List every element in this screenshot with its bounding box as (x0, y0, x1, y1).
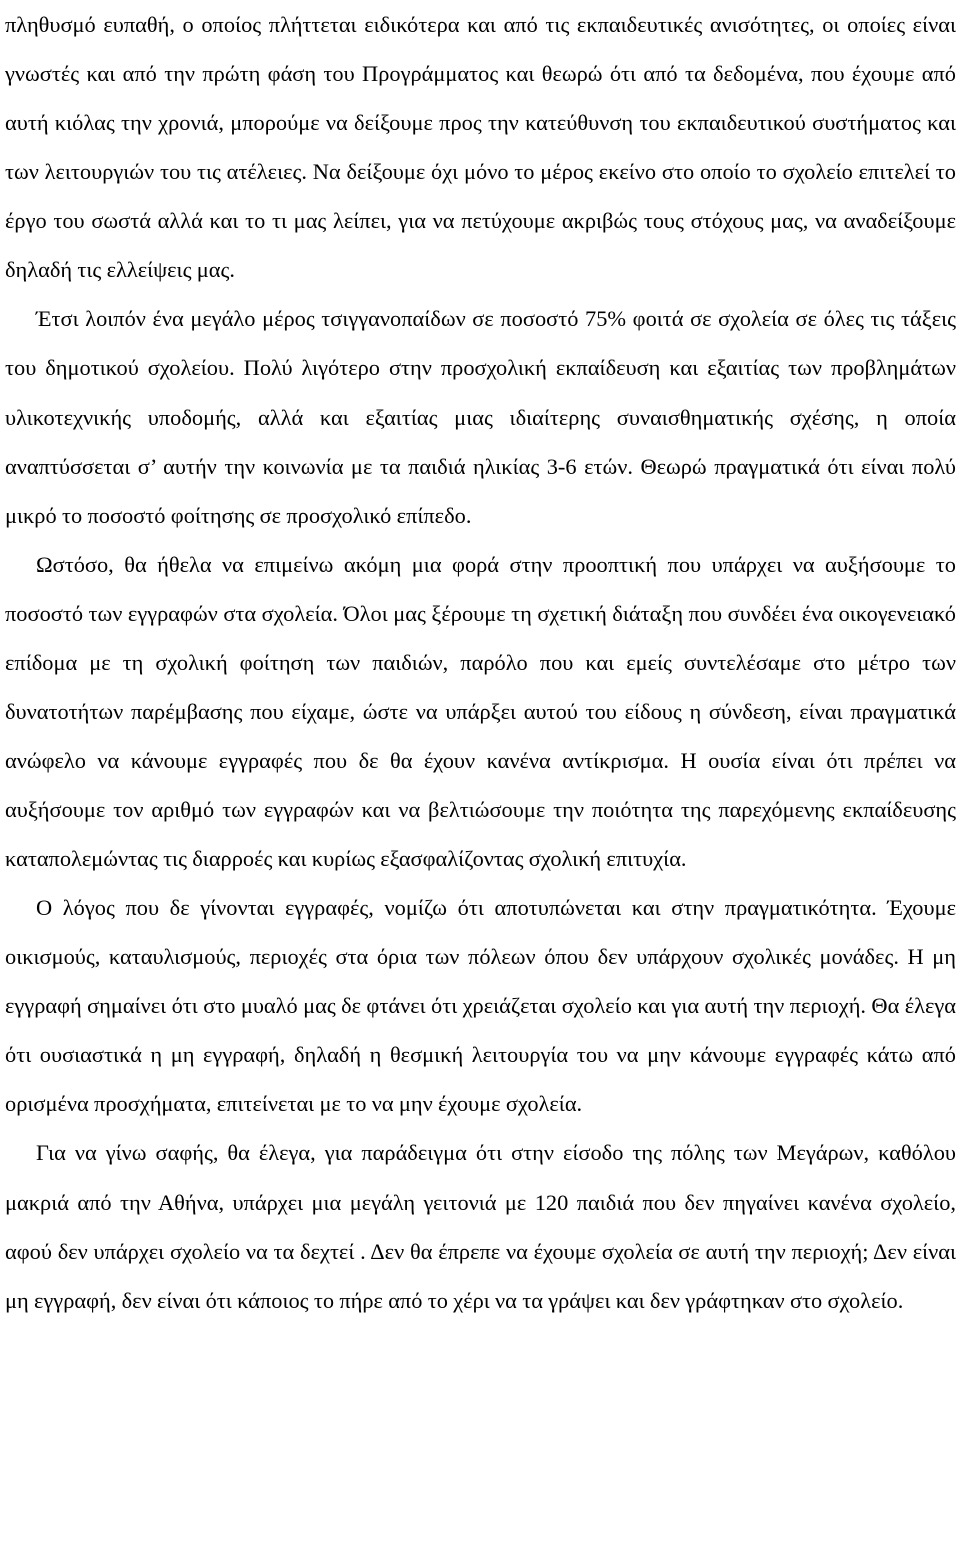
sentence: Έχουμε οικισμούς, καταυλισμούς, περιοχές στα όρια των πόλεων όπου δεν υπάρχουν σχολικές μονάδες. (5, 895, 956, 970)
sentence: Θεωρώ πραγματικά ότι είναι πολύ μικρό το ποσοστό φοίτησης σε προσχολικό επίπεδο. (5, 453, 956, 528)
sentence: Δεν είναι μη εγγραφή, δεν είναι ότι κάποιος το πήρε από το χέρι να τα γράψει και δεν γράφτηκαν στο σχολείο. (5, 1238, 957, 1313)
sentence: πληθυσμό ευπαθή, ο οποίος πλήττεται ειδικότερα και από τις εκπαιδευτικές ανισότητες, οι οποίες είναι γνωστές και από την πρώτη φάση του Προγράμματος και θεωρώ ότι από τα δεδομένα, που έχουμε από αυτή κιόλας την χρονιά, μπορούμε να δείξουμε προς την κατεύθυνση του εκπαιδευτικού συστήματος και των λειτουργιών του τις ατέλειες. (5, 12, 956, 185)
sentence: Η μη εγγραφή σημαίνει ότι στο μυαλό μας δε φτάνει ότι χρειάζεται σχολείο και για αυτή την περιοχή. (5, 944, 956, 1019)
sentence: Η ουσία είναι ότι πρέπει να αυξήσουμε τον αριθμό των εγγραφών και να βελτιώσουμε την ποιότητα της παρεχόμενης εκπαίδευσης καταπολεμώντας τις διαρροές και κυρίως εξασφαλίζοντας σχολική επιτυχία. (5, 747, 956, 872)
sentence: Δεν θα έπρεπε να έχουμε σχολεία σε αυτή την περιοχή; (370, 1238, 869, 1264)
sentence: Ωστόσο, θα ήθελα να επιμείνω ακόμη μια φορά στην προοπτική που υπάρχει να αυξήσουμε το ποσοστό των εγγραφών στα σχολεία. (5, 551, 956, 626)
sentence: Για να γίνω σαφής, θα έλεγα, για παράδειγμα ότι στην είσοδο της πόλης των Μεγάρων, καθόλου μακριά από την Αθήνα, υπάρχει μια μεγάλη γειτονιά με 120 παιδιά που δεν πηγαίνει κανένα σχολείο, αφού δεν υπάρχει σχολείο να τα δεχτεί . (5, 1140, 956, 1264)
sentence: Πολύ λιγότερο στην προσχολική εκπαίδευση και εξαιτίας των προβλημάτων υλικοτεχνικής υποδομής, αλλά και εξαιτίας μιας ιδιαίτερης συναισθηματικής σχέσης, η οποία αναπτύσσεται σ’ αυτήν την κοινωνία με τα παιδιά ηλικίας 3-6 ετών. (5, 355, 956, 479)
paragraph-3 (5, 540, 956, 883)
sentence: Έτσι λοιπόν ένα μεγάλο μέρος τσιγγανοπαίδων σε ποσοστό 75% φοιτά σε σχολεία σε όλες τις τάξεις του δημοτικού σχολείου. (5, 306, 956, 381)
paragraph-5 (5, 1128, 956, 1324)
sentence: Ο λόγος που δε γίνονται εγγραφές, νομίζω ότι αποτυπώνεται και στην πραγματικότητα. (36, 895, 877, 921)
paragraph-2 (5, 294, 956, 539)
sentence: Να δείξουμε όχι μόνο το μέρος εκείνο στο οποίο το σχολείο επιτελεί το έργο του σωστά αλλά και το τι μας λείπει, για να πετύχουμε ακριβώς τους στόχους μας, να αναδείξουμε δηλαδή τις ελλείψεις μας. (5, 159, 956, 283)
paragraph-1 (5, 0, 956, 294)
sentence: Θα έλεγα ότι ουσιαστικά η μη εγγραφή, δηλαδή η θεσμική λειτουργία του να μην κάνουμε εγγραφές κάτω από ορισμένα προσχήματα, επιτείνεται με το να μην έχουμε σχολεία. (5, 993, 956, 1117)
sentence: Όλοι μας ξέρουμε τη σχετική διάταξη που συνδέει ένα οικογενειακό επίδομα με τη σχολική φοίτηση των παιδιών, παρόλο που και εμείς συντελέσαμε στο μέτρο των δυνατοτήτων παρέμβασης που είχαμε, ώστε να υπάρξει αυτού του είδους η σύνδεση, είναι πραγματικά ανώφελο να κάνουμε εγγραφές που δε θα έχουν κανένα αντίκρισμα. (5, 600, 956, 773)
paragraph-4 (5, 883, 956, 1128)
